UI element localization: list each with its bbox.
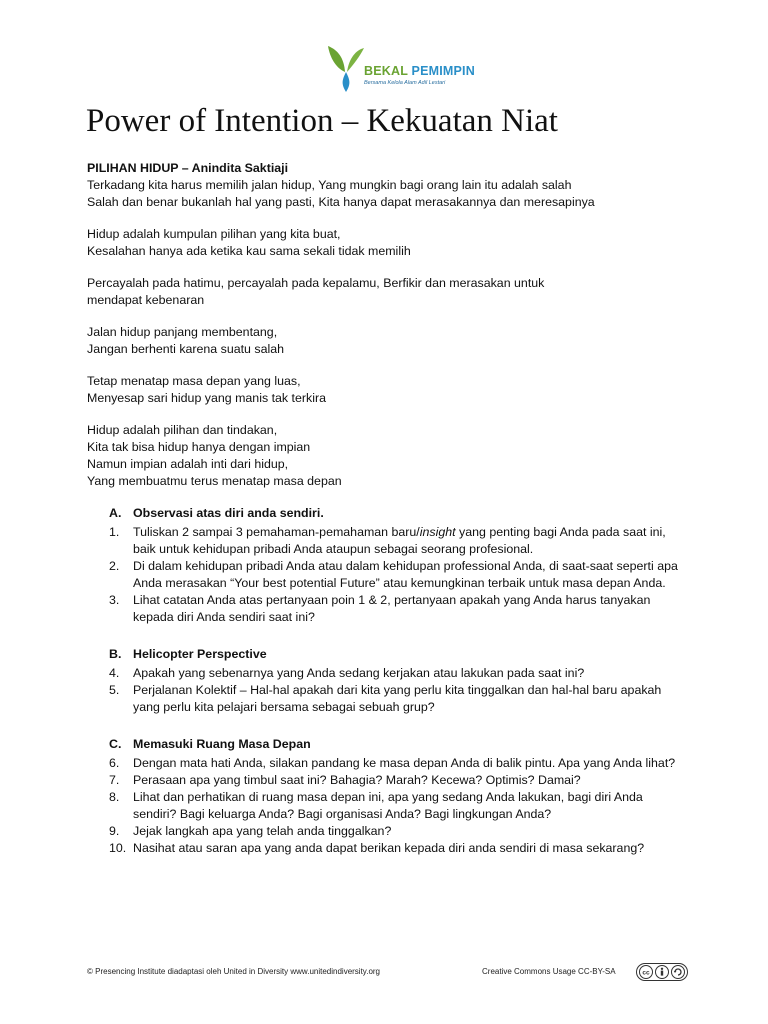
poem-heading: PILIHAN HIDUP – Anindita Saktiaji <box>87 161 289 175</box>
section-title <box>87 505 687 524</box>
section-title <box>87 646 687 665</box>
poem-line: Tetap menatap masa depan yang luas, <box>87 374 301 388</box>
list-item <box>87 682 687 716</box>
bekal-pemimpin-logo <box>326 42 475 94</box>
list-item-text: Lihat catatan Anda atas pertanyaan poin 1 & 2, pertanyaan apakah yang Anda harus tanyakan kepada diri Anda sendiri saat ini? <box>133 593 651 624</box>
list-item-number: 7. <box>109 773 120 787</box>
question-section <box>87 736 687 857</box>
poem-stanza <box>87 373 687 407</box>
cc-by-sa-badge-icon <box>636 963 688 981</box>
list-item-text: Jejak langkah apa yang telah anda tinggalkan? <box>133 824 392 838</box>
footer-license: Creative Commons Usage CC-BY-SA <box>482 967 616 976</box>
list-item-number: 1. <box>109 525 120 539</box>
list-item-text: Tuliskan 2 sampai 3 pemahaman-pemahaman baru/ <box>133 525 420 539</box>
list-item-text: Perasaan apa yang timbul saat ini? Bahagia? Marah? Kecewa? Optimis? Damai? <box>133 773 581 787</box>
logo-word-pemimpin: PEMIMPIN <box>411 64 475 78</box>
section-marker: A. <box>109 506 122 520</box>
poem-line: Menyesap sari hidup yang manis tak terkira <box>87 391 326 405</box>
poem <box>87 177 687 490</box>
section-title <box>87 736 687 755</box>
section-marker: C. <box>109 737 122 751</box>
document-title: Power of Intention – Kekuatan Niat <box>86 103 558 139</box>
question-section <box>87 505 687 626</box>
list-item <box>87 524 687 558</box>
section-marker: B. <box>109 647 122 661</box>
list-item <box>87 823 687 840</box>
poem-stanza <box>87 422 687 490</box>
footer-attribution: © Presencing Institute diadaptasi oleh United in Diversity www.unitedindiversity.org <box>87 967 380 976</box>
list-item-text: Di dalam kehidupan pribadi Anda atau dalam kehidupan professional Anda, di saat-saat seperti apa Anda merasakan “Your best potential Future” atau kemungkinan terbaik untuk masa depan Anda. <box>133 559 678 590</box>
list-item <box>87 558 687 592</box>
poem-line: Kita tak bisa hidup hanya dengan impian <box>87 440 311 454</box>
list-item-number: 2. <box>109 559 120 573</box>
list-item-number: 10. <box>109 841 127 855</box>
poem-line: Yang membuatmu terus menatap masa depan <box>87 474 342 488</box>
question-sections <box>87 505 687 857</box>
list-item-number: 4. <box>109 666 120 680</box>
poem-stanza <box>87 324 687 358</box>
list-item-number: 5. <box>109 683 120 697</box>
logo-word-bekal: BEKAL <box>364 64 408 78</box>
poem-line: Hidup adalah kumpulan pilihan yang kita buat, <box>87 227 341 241</box>
list-item <box>87 772 687 789</box>
poem-line: Kesalahan hanya ada ketika kau sama sekali tidak memilih <box>87 244 411 258</box>
section-title-text: Helicopter Perspective <box>133 647 267 661</box>
poem-stanza <box>87 226 687 260</box>
section-title-text: Observasi atas diri anda sendiri. <box>133 506 324 520</box>
poem-line: Namun impian adalah inti dari hidup, <box>87 457 289 471</box>
poem-stanza <box>87 177 687 211</box>
list-item-text: Dengan mata hati Anda, silakan pandang ke masa depan Anda di balik pintu. Apa yang Anda lihat? <box>133 756 676 770</box>
list-item-number: 3. <box>109 593 120 607</box>
list-item-number: 6. <box>109 756 120 770</box>
poem-line: Salah dan benar bukanlah hal yang pasti, Kita hanya dapat merasakannya dan meresapinya <box>87 195 595 209</box>
list-item-number: 8. <box>109 790 120 804</box>
question-section <box>87 646 687 716</box>
poem-stanza <box>87 275 687 309</box>
list-item-text: Perjalanan Kolektif – Hal-hal apakah dari kita yang perlu kita tinggalkan dan hal-hal baru apakah yang perlu kita pelajari bersama sebagai sebuah grup? <box>133 683 662 714</box>
logo-tagline: Bersama Kelola Alam Adil Lestari <box>364 80 446 86</box>
document-body <box>87 160 687 857</box>
cc-badge-text: cc <box>642 969 650 977</box>
section-title-text: Memasuki Ruang Masa Depan <box>133 737 311 751</box>
list-item <box>87 840 687 857</box>
poem-line: Jangan berhenti karena suatu salah <box>87 342 285 356</box>
sprout-drop-icon <box>326 42 366 94</box>
list-item-text: Lihat dan perhatikan di ruang masa depan ini, apa yang sedang Anda lakukan, bagi diri Anda sendiri? Bagi keluarga Anda? Bagi organisasi Anda? Bagi lingkungan Anda? <box>133 790 643 821</box>
list-item-text: Nasihat atau saran apa yang anda dapat berikan kepada diri anda sendiri di masa sekarang? <box>133 841 645 855</box>
poem-line: Terkadang kita harus memilih jalan hidup, Yang mungkin bagi orang lain itu adalah salah <box>87 178 572 192</box>
logo-wordmark <box>364 64 475 78</box>
list-item-text-continued: yang penting bagi Anda pada saat ini, baik untuk kehidupan pribadi Anda ataupun sebagai seorang profesional. <box>133 525 666 556</box>
poem-line: Jalan hidup panjang membentang, <box>87 325 278 339</box>
list-item <box>87 592 687 626</box>
list-item <box>87 789 687 823</box>
list-item-number: 9. <box>109 824 120 838</box>
poem-line: Hidup adalah pilihan dan tindakan, <box>87 423 278 437</box>
poem-line: Percayalah pada hatimu, percayalah pada kepalamu, Berfikir dan merasakan untuk <box>87 276 545 290</box>
list-item <box>87 755 687 772</box>
list-item-emphasis: insight <box>419 525 456 539</box>
list-item-text: Apakah yang sebenarnya yang Anda sedang kerjakan atau lakukan pada saat ini? <box>133 666 585 680</box>
list-item <box>87 665 687 682</box>
poem-line: mendapat kebenaran <box>87 293 205 307</box>
